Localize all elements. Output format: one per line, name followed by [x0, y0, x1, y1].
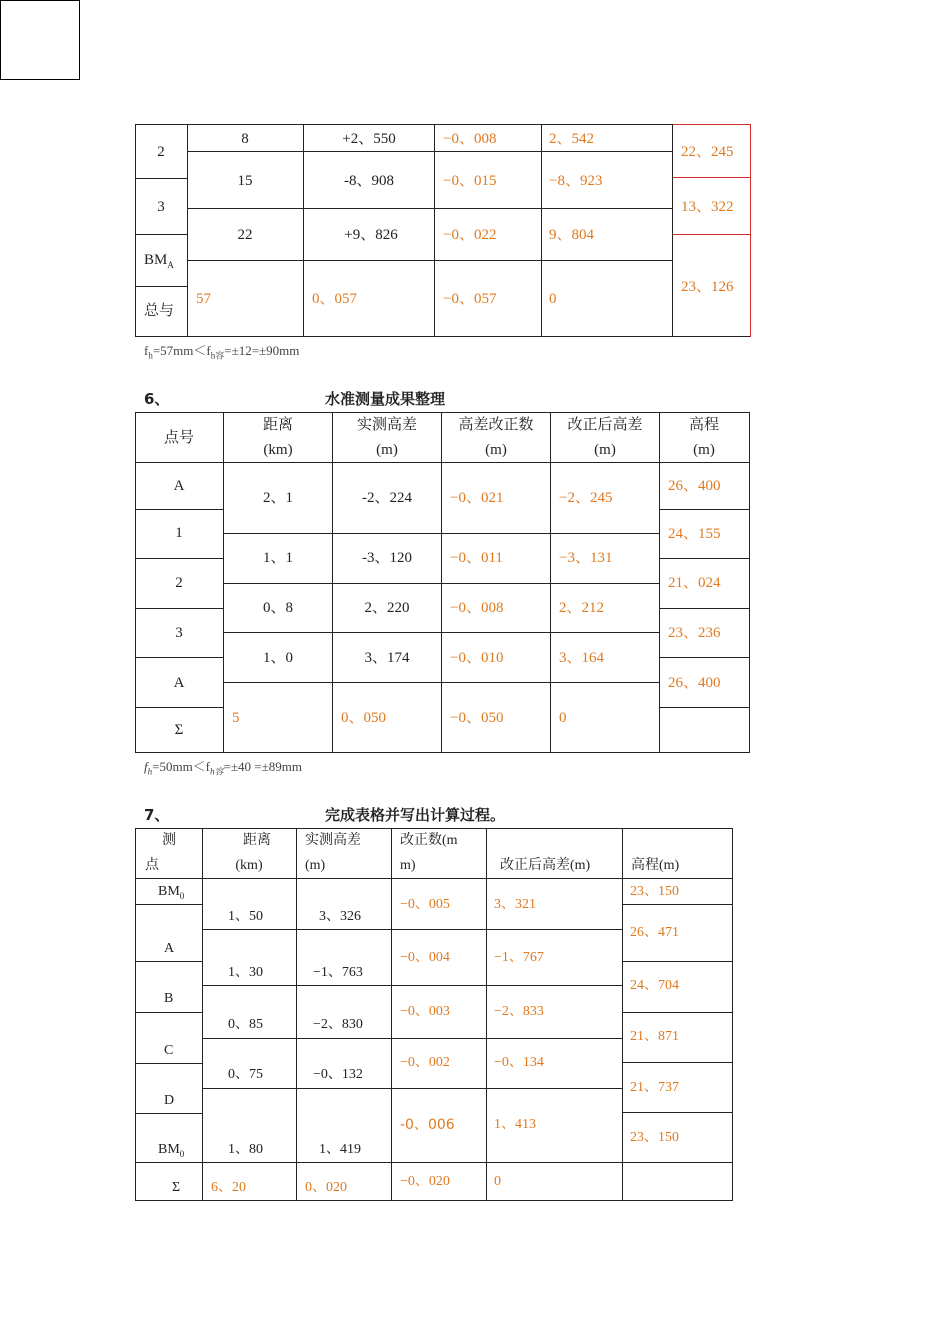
s7-adjusted: 3、321 — [494, 897, 536, 912]
s7-header-correction: 改正数(m — [400, 833, 458, 848]
s7-distance: 1、30 — [228, 965, 263, 980]
s7-point: C — [164, 1043, 174, 1058]
s6-measured-diff: -2、224 — [362, 490, 412, 506]
s7-measured-diff: 3、326 — [319, 909, 361, 924]
s7-correction: −0、003 — [400, 1004, 450, 1019]
s6-point: 1 — [175, 525, 183, 541]
t1-distance-sum: 57 — [196, 291, 211, 307]
s6-point: A — [173, 675, 185, 691]
s7-header-point: 测 — [162, 833, 176, 848]
s6-point: A — [173, 478, 185, 494]
s7-point: $BM_0$ — [158, 884, 185, 901]
s7-elevation: 23、150 — [630, 884, 679, 899]
s7-adjusted: −1、767 — [494, 950, 544, 965]
s6-measured-diff: -3、120 — [362, 550, 412, 566]
s6-distance: 1、1 — [262, 550, 294, 566]
s7-adjusted: 1、413 — [494, 1117, 536, 1132]
s6-correction: −0、010 — [450, 650, 504, 666]
s7-distance: 1、50 — [228, 909, 263, 924]
s7-distance: 0、75 — [228, 1067, 263, 1082]
s6-header-adjusted-unit: (m) — [594, 442, 616, 458]
s7-header-distance-unit: (km) — [235, 858, 263, 873]
t1-correction: −0、008 — [443, 131, 497, 147]
s6-measured-sum: 0、050 — [341, 710, 387, 726]
t1-elevation: 23、126 — [681, 279, 734, 295]
t1-correction: −0、022 — [443, 227, 497, 243]
s7-adjusted: −2、833 — [494, 1004, 544, 1019]
s7-header-measured-unit: (m) — [305, 858, 326, 873]
s7-measured-diff: 1、419 — [319, 1142, 361, 1157]
s6-point: 2 — [175, 575, 183, 591]
s6-distance: 0、8 — [262, 600, 294, 616]
section-7-number: 7、 — [144, 806, 170, 824]
s6-header-distance-unit: (km) — [263, 442, 293, 458]
t1-adjusted-sum: 0 — [549, 291, 557, 307]
t1-measured-diff: -8、908 — [344, 173, 394, 189]
s7-elevation: 24、704 — [630, 978, 679, 993]
s6-header-point: 点号 — [163, 430, 195, 446]
s6-elevation: 24、155 — [668, 526, 721, 542]
s6-distance: 1、0 — [262, 650, 294, 666]
t1-distance: 22 — [237, 227, 253, 243]
s7-measured-sum: 0、020 — [305, 1180, 347, 1195]
s6-point: 3 — [175, 625, 183, 641]
s7-header-correction-unit: m) — [400, 858, 416, 873]
s6-point-sum: Σ — [174, 722, 184, 738]
s7-correction: −0、005 — [400, 897, 450, 912]
s6-header-correction-unit: (m) — [485, 442, 507, 458]
s7-header-adjusted: 改正后高差(m) — [500, 858, 591, 873]
s7-distance-sum: 6、20 — [211, 1180, 246, 1195]
t1-distance: 8 — [241, 131, 249, 147]
s6-closure-note: $f_h=50mm<f_{h容}=\pm 40 =\pm 89mm$ — [144, 759, 302, 777]
t1-closure-note: $f_h=57mm<f_{h容}=\pm 12=\pm 90mm$ — [144, 343, 300, 361]
t1-point: $BM_A$ — [144, 252, 174, 270]
s6-correction: −0、021 — [450, 490, 504, 506]
s6-header-elevation: 高程 — [688, 417, 720, 433]
s7-header-measured: 实测高差 — [305, 833, 361, 848]
t1-point: 2 — [157, 144, 165, 160]
t1-measured-diff: +9、826 — [344, 227, 398, 243]
section-6-number: 6、 — [144, 390, 170, 408]
s7-point: A — [164, 941, 175, 956]
s6-elevation: 23、236 — [668, 625, 721, 641]
s6-distance: 2、1 — [262, 490, 294, 506]
s7-elevation: 21、737 — [630, 1080, 679, 1095]
s6-header-correction: 高差改正数 — [458, 417, 534, 433]
s6-correction-sum: −0、050 — [450, 710, 504, 726]
t1-elevation: 22、245 — [681, 144, 734, 160]
t1-correction-sum: −0、057 — [443, 291, 497, 307]
t1-adjusted: 2、542 — [549, 131, 595, 147]
s6-header-adjusted: 改正后高差 — [567, 417, 643, 433]
s6-correction: −0、008 — [450, 600, 504, 616]
section-7-title: 完成表格并写出计算过程。 — [325, 806, 506, 824]
t1-elevation: 13、322 — [681, 199, 734, 215]
t1-point: 总与 — [144, 303, 175, 319]
s6-correction: −0、011 — [450, 550, 503, 566]
s6-adjusted: −2、245 — [559, 490, 613, 506]
s7-adjusted: −0、134 — [494, 1055, 544, 1070]
s7-point: B — [164, 991, 174, 1006]
s7-distance: 1、80 — [228, 1142, 263, 1157]
s7-point: D — [164, 1093, 175, 1108]
s7-adjusted-sum: 0 — [494, 1174, 501, 1189]
s6-header-elevation-unit: (m) — [693, 442, 715, 458]
s6-distance-sum: 5 — [232, 710, 240, 726]
s7-correction-sum: −0、020 — [400, 1174, 450, 1189]
s7-correction: −0、004 — [400, 950, 450, 965]
t1-measured-sum: 0、057 — [312, 291, 358, 307]
section-6-title: 水准测量成果整理 — [325, 390, 446, 408]
s7-distance: 0、85 — [228, 1017, 263, 1032]
s6-measured-diff: 2、220 — [364, 600, 410, 616]
s6-adjusted: −3、131 — [559, 550, 613, 566]
s6-elevation: 26、400 — [668, 478, 721, 494]
t1-adjusted: −8、923 — [549, 173, 603, 189]
s7-header-point-2: 点 — [145, 858, 159, 873]
s6-header-distance: 距离 — [262, 417, 294, 433]
s7-elevation: 21、871 — [630, 1029, 679, 1044]
corner-frame — [0, 0, 80, 80]
s7-measured-diff: −0、132 — [313, 1067, 363, 1082]
s6-elevation: 21、024 — [668, 575, 721, 591]
s6-adjusted: 3、164 — [559, 650, 605, 666]
t1-measured-diff: +2、550 — [342, 131, 396, 147]
t1-correction: −0、015 — [443, 173, 497, 189]
s7-measured-diff: −2、830 — [313, 1017, 363, 1032]
s7-elevation: 23、150 — [630, 1130, 679, 1145]
s7-measured-diff: −1、763 — [313, 965, 363, 980]
s7-point-sum: Σ — [172, 1180, 181, 1195]
s6-header-measured-unit: (m) — [376, 442, 398, 458]
s7-header-elevation: 高程(m) — [631, 858, 680, 873]
s6-header-measured: 实测高差 — [356, 417, 418, 433]
s7-correction: -0、006 — [400, 1117, 455, 1133]
s6-elevation: 26、400 — [668, 675, 721, 691]
t1-distance: 15 — [237, 173, 253, 189]
t1-adjusted: 9、804 — [549, 227, 595, 243]
s6-measured-diff: 3、174 — [364, 650, 410, 666]
s7-point: $BM_0$ — [158, 1142, 185, 1159]
s7-elevation: 26、471 — [630, 925, 679, 940]
s7-correction: −0、002 — [400, 1055, 450, 1070]
s6-adjusted-sum: 0 — [559, 710, 567, 726]
s7-header-distance: 距离 — [243, 833, 271, 848]
t1-point: 3 — [157, 199, 165, 215]
s6-adjusted: 2、212 — [559, 600, 605, 616]
